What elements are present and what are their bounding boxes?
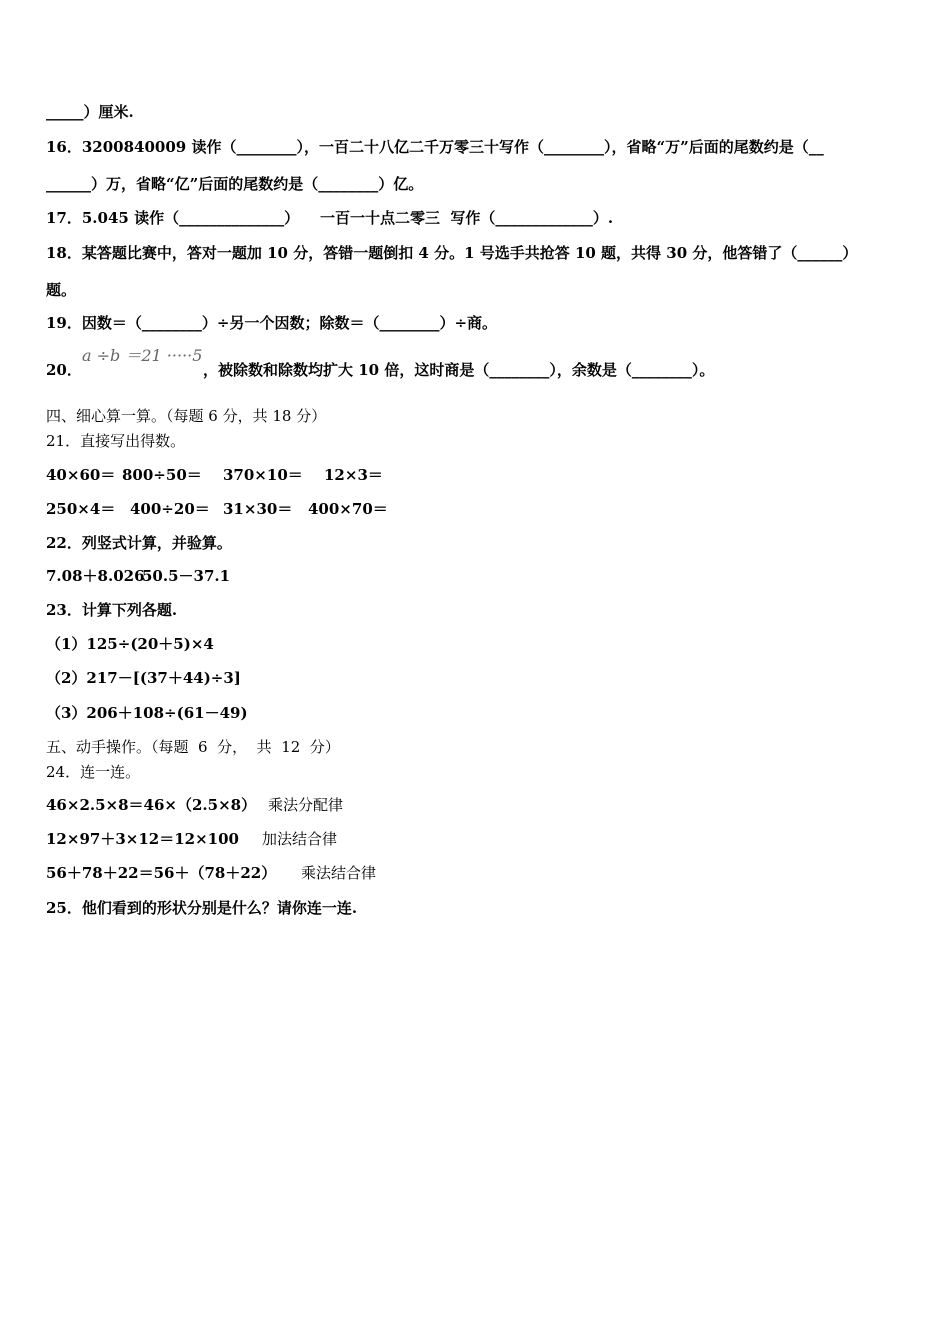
calc-1-3: 370×10＝ [223,466,303,484]
q18-line2: 题。 [46,281,77,299]
calc-2-1: 250×4＝ [46,500,116,518]
q18-line1: 18．某答题比赛中，答对一题加 10 分，答错一题倒扣 4 分。1 号选手共抢答 10 题，共得 30 分，他答错了（______） [46,244,858,262]
section5-title: 五、动手操作。（每题 6 分， 共 12 分） [46,738,340,756]
calc-1-1: 40×60＝ [46,466,116,484]
match-expr-1: 46×2.5×8＝46×（2.5×8） [46,796,257,814]
q23: 23．计算下列各题. [46,601,178,619]
q23-item-1: （1）125÷(20＋5)×4 [46,635,214,653]
q16-line2: ______）万，省略“亿”后面的尾数约是（________）亿。 [46,175,424,193]
match-law-2: 加法结合律 [262,830,338,848]
q21: 21．直接写出得数。 [46,432,186,450]
q20-formula: a ÷b ＝21 ·····5 [82,346,203,365]
q17: 17．5.045 读作（______________） 一百一十点二零三 写作（_____________）. [46,209,614,227]
calc-2-3: 31×30＝ [223,500,293,518]
calc-1-2: 800÷50＝ [122,466,202,484]
match-expr-3: 56＋78＋22＝56＋（78＋22） [46,864,277,882]
q19: 19．因数＝（________）÷另一个因数；除数＝（________）÷商。 [46,314,498,332]
q22: 22．列竖式计算，并验算。 [46,534,232,552]
match-law-1: 乘法分配律 [268,796,344,814]
q15-tail: _____）厘米. [46,103,134,121]
calc-1-4: 12×3＝ [324,466,383,484]
q22-item-2: 50.5－37.1 [142,567,231,585]
calc-2-2: 400÷20＝ [130,500,210,518]
q20-text: ，被除数和除数均扩大 10 倍，这时商是（________），余数是（________）。 [203,361,715,379]
q25: 25．他们看到的形状分别是什么？请你连一连. [46,899,358,917]
q20-number: 20． [46,361,82,379]
q22-item-1: 7.08＋8.026 [46,567,145,585]
q24: 24．连一连。 [46,763,141,781]
match-expr-2: 12×97＋3×12＝12×100 [46,830,239,848]
match-law-3: 乘法结合律 [301,864,377,882]
section4-title: 四、细心算一算。（每题 6 分，共 18 分） [46,407,327,425]
q23-item-2: （2）217－[(37＋44)÷3] [46,669,241,687]
q23-item-3: （3）206＋108÷(61－49) [46,704,248,722]
calc-2-4: 400×70＝ [308,500,388,518]
q16-line1: 16．3200840009 读作（________），一百二十八亿二千万零三十写作（________），省略“万”后面的尾数约是（__ [46,138,824,156]
